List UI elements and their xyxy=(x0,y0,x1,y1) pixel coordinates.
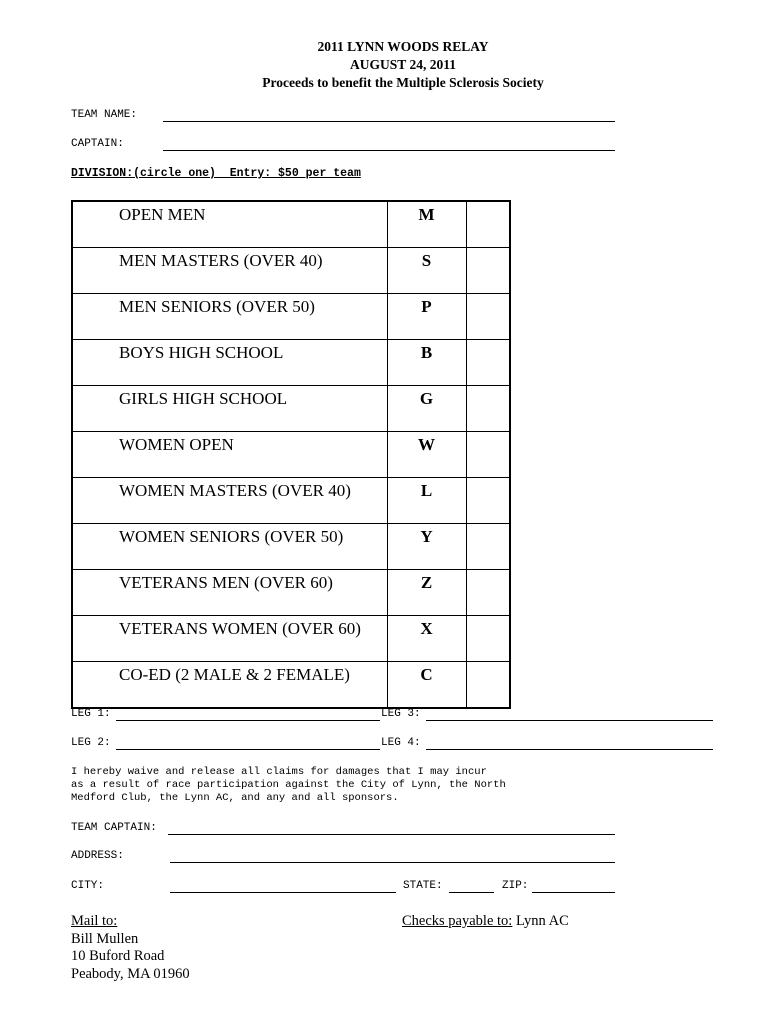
division-name: BOYS HIGH SCHOOL xyxy=(72,340,387,386)
division-name: MEN MASTERS (OVER 40) xyxy=(72,248,387,294)
division-row xyxy=(72,524,510,570)
captain-field[interactable] xyxy=(163,150,615,151)
mail-to-heading: Mail to: xyxy=(71,913,118,929)
division-name: OPEN MEN xyxy=(72,201,387,248)
leg4-label: LEG 4: xyxy=(381,737,421,749)
division-checkbox[interactable] xyxy=(466,340,510,386)
division-row xyxy=(72,478,510,524)
division-heading: DIVISION:(circle one) Entry: $50 per team xyxy=(71,167,361,180)
division-checkbox[interactable] xyxy=(466,294,510,340)
leg1-label: LEG 1: xyxy=(71,708,111,720)
division-code[interactable]: Y xyxy=(387,524,466,570)
leg4-field[interactable] xyxy=(426,749,713,750)
division-table xyxy=(71,200,511,709)
title-line-2: AUGUST 24, 2011 xyxy=(350,57,456,72)
waiver-line-1: I hereby waive and release all claims for damages that I may incur xyxy=(71,766,487,778)
division-row xyxy=(72,662,510,709)
state-label: STATE: xyxy=(403,880,443,892)
division-checkbox[interactable] xyxy=(466,432,510,478)
checks-payable xyxy=(402,913,569,931)
city-label: CITY: xyxy=(71,880,105,892)
leg3-field[interactable] xyxy=(426,720,713,721)
division-name: VETERANS WOMEN (OVER 60) xyxy=(72,616,387,662)
division-name: WOMEN SENIORS (OVER 50) xyxy=(72,524,387,570)
zip-label: ZIP: xyxy=(502,880,529,892)
division-code[interactable]: X xyxy=(387,616,466,662)
title-line-3: Proceeds to benefit the Multiple Sclerosis Society xyxy=(262,75,544,90)
leg1-field[interactable] xyxy=(116,720,380,721)
waiver-line-2: as a result of race participation against the City of Lynn, the North xyxy=(71,779,506,791)
division-row xyxy=(72,386,510,432)
checks-payee: Lynn AC xyxy=(512,913,569,929)
division-code[interactable]: C xyxy=(387,662,466,709)
division-code[interactable]: Z xyxy=(387,570,466,616)
division-checkbox[interactable] xyxy=(466,248,510,294)
division-checkbox[interactable] xyxy=(466,616,510,662)
division-checkbox[interactable] xyxy=(466,662,510,709)
title-line-1: 2011 LYNN WOODS RELAY xyxy=(317,39,489,54)
division-row xyxy=(72,616,510,662)
leg3-label: LEG 3: xyxy=(381,708,421,720)
division-name: GIRLS HIGH SCHOOL xyxy=(72,386,387,432)
waiver-line-3: Medford Club, the Lynn AC, and any and all sponsors. xyxy=(71,792,399,804)
address-field[interactable] xyxy=(170,862,615,863)
state-field[interactable] xyxy=(449,892,494,893)
division-code[interactable]: W xyxy=(387,432,466,478)
division-row xyxy=(72,201,510,248)
address-label: ADDRESS: xyxy=(71,850,124,862)
leg2-label: LEG 2: xyxy=(71,737,111,749)
division-checkbox[interactable] xyxy=(466,201,510,248)
division-checkbox[interactable] xyxy=(466,524,510,570)
team-captain-field[interactable] xyxy=(168,834,615,835)
division-code[interactable]: P xyxy=(387,294,466,340)
checks-label: Checks payable to: xyxy=(402,913,513,929)
division-name: WOMEN MASTERS (OVER 40) xyxy=(72,478,387,524)
division-row xyxy=(72,294,510,340)
division-row xyxy=(72,340,510,386)
division-name: VETERANS MEN (OVER 60) xyxy=(72,570,387,616)
mail-street: 10 Buford Road xyxy=(71,948,165,964)
division-name: MEN SENIORS (OVER 50) xyxy=(72,294,387,340)
division-checkbox[interactable] xyxy=(466,478,510,524)
division-row xyxy=(72,570,510,616)
division-row xyxy=(72,248,510,294)
team-name-field[interactable] xyxy=(163,121,615,122)
division-code[interactable]: L xyxy=(387,478,466,524)
mail-city: Peabody, MA 01960 xyxy=(71,966,190,982)
mail-name: Bill Mullen xyxy=(71,931,139,947)
division-code[interactable]: G xyxy=(387,386,466,432)
division-name: CO-ED (2 MALE & 2 FEMALE) xyxy=(72,662,387,709)
division-code[interactable]: B xyxy=(387,340,466,386)
division-code[interactable]: M xyxy=(387,201,466,248)
zip-field[interactable] xyxy=(532,892,615,893)
leg2-field[interactable] xyxy=(116,749,380,750)
city-field[interactable] xyxy=(170,892,396,893)
division-checkbox[interactable] xyxy=(466,386,510,432)
division-name: WOMEN OPEN xyxy=(72,432,387,478)
team-captain-label: TEAM CAPTAIN: xyxy=(71,822,157,834)
captain-label: CAPTAIN: xyxy=(71,138,124,150)
team-name-label: TEAM NAME: xyxy=(71,109,138,121)
division-row xyxy=(72,432,510,478)
division-code[interactable]: S xyxy=(387,248,466,294)
division-checkbox[interactable] xyxy=(466,570,510,616)
